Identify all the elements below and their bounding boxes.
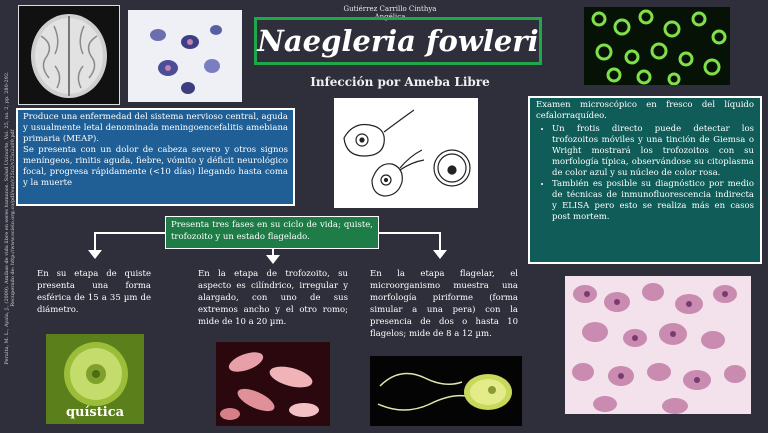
brain-image xyxy=(18,5,120,105)
diagnosis-box xyxy=(528,96,762,264)
disease-symptoms: Se presenta con un dolor de cabeza severo y otros signos meníngeos, rinitis aguda, fiebre, vómito y déficit neurológico focal, progresa rápidamente (<10 días) llegando hasta coma y la muerte xyxy=(23,145,288,188)
connector-line xyxy=(94,232,165,234)
author-name: Gutiérrez Carrillo Cinthya Angélica xyxy=(343,5,437,21)
tissue-histology-image xyxy=(565,276,751,414)
title-banner xyxy=(254,17,542,65)
cyst-image-label: quística xyxy=(65,405,125,420)
disease-description: Produce una enfermedad del sistema nervioso central, aguda y usualmente letal denominada meningoencefalitis amebiana primaria (MEAP). xyxy=(23,112,288,144)
connector-line xyxy=(439,232,441,252)
citation-text: Peralta, M. L., Ayala, J., (2009). Amibas de vida libre en seres humanos. Salud Uninorte, Vol. 25, no. 2, pp. 280-292. Recuperado de: http://www.scielo.org.co/pdf/sun/v25n2/v25n2a09.pdf xyxy=(4,71,16,365)
trophozoite-stage-text: En la etapa de trofozoito, su aspecto es cilíndrico, irregular y alargado, con uno de sus extremos ancho y el otro romo; mide de 10 a 20 µm. xyxy=(198,269,348,327)
disease-description-box xyxy=(16,108,295,206)
diagnosis-item: • Un frotis directo puede detectar los trofozoitos móviles y una tinción de Giemsa o Wright mostrará los trofozoitos con su morfología típica, observándose su citoplasma de color azul y su núcleo de color rosa. xyxy=(552,124,754,179)
flagellate-image xyxy=(370,356,522,426)
cyst-image xyxy=(46,334,144,424)
giemsa-stain-image xyxy=(128,10,242,102)
flagellate-stage-text: En la etapa flagelar, el microorganismo muestra una morfología piriforme (forma simular a una pera) con la presencia de dos o hasta 10 flagelos; mide de 8 a 12 µm. xyxy=(370,269,518,339)
arrow-down-icon xyxy=(433,250,447,260)
cyst-stage-text: En su etapa de quiste presenta una forma esférica de 15 a 35 µm de diámetro. xyxy=(37,269,151,315)
connector-line xyxy=(379,232,440,234)
diagnosis-intro: Examen microscópico en fresco del líquido cefalorraquídeo. xyxy=(536,100,754,121)
connector-line xyxy=(94,232,96,252)
page-subtitle: Infección por Ameba Libre xyxy=(310,75,490,89)
diagnosis-item: • También es posible su diagnóstico por medio de técnicas de inmunofluorescencia indirecta y ELISA pero esto se realiza más en casos post mortem. xyxy=(552,179,754,223)
arrow-down-icon xyxy=(266,255,280,265)
phases-summary-box xyxy=(165,216,379,249)
immunofluorescence-image xyxy=(584,7,730,85)
amoeba-stages-drawing xyxy=(334,98,478,208)
phases-summary: Presenta tres fases en su ciclo de vida; quiste, trofozoito y un estado flagelado. xyxy=(171,220,373,242)
arrow-down-icon xyxy=(88,250,102,260)
diagnosis-list xyxy=(536,124,754,223)
trophozoite-image xyxy=(216,342,330,426)
page-title: Naegleria fowleri xyxy=(257,24,539,58)
